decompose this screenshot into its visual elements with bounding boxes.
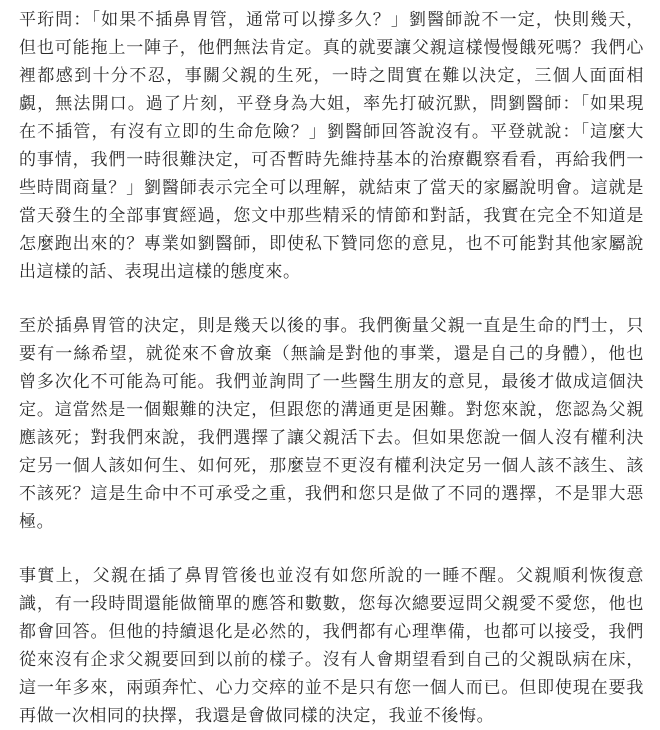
article-paragraph-3: 事實上，父親在插了鼻胃管後也並沒有如您所說的一睡不醒。父親順利恢復意識，有一段時間還能做簡單的應答和數數，您每次總要逗問父親愛不愛您，他也都會回答。但他的持續退化是必然的，我們都有心理準備，也都可以接受，我們從來沒有企求父親要回到以前的樣子。沒有人會期望看到自己的父親臥病在床，這一年多來，兩頭奔忙、心力交瘁的並不是只有您一個人而已。但即使現在要我再做一次相同的抉擇，我還是會做同樣的決定，我並不後悔。 — [19, 566, 644, 726]
article-paragraph-2: 至於插鼻胃管的決定，則是幾天以後的事。我們衡量父親一直是生命的鬥士，只要有一絲希望，就從來不會放棄（無論是對他的事業，還是自己的身體），他也曾多次化不可能為可能。我們並詢問了一些醫生朋友的意見，最後才做成這個決定。這當然是一個艱難的決定，但跟您的溝通更是困難。對您來說，您認為父親應該死；對我們來說，我們選擇了讓父親活下去。但如果您說一個人沒有權利決定另一個人該如何生、如何死，那麼豈不更沒有權利決定另一個人該不該生、該不該死？這是生命中不可承受之重，我們和您只是做了不同的選擇，不是罪大惡極。 — [19, 316, 644, 532]
article-paragraph-1: 平珩問：「如果不插鼻胃管，通常可以撐多久？」劉醫師說不一定，快則幾天，但也可能拖上一陣子，他們無法肯定。真的就要讓父親這樣慢慢餓死嗎？我們心裡都感到十分不忍，事關父親的生死，一時之間實在難以決定，三個人面面相覷，無法開口。過了片刻，平登身為大姐，率先打破沉默，問劉醫師：「如果現在不插管，有沒有立即的生命危險？」劉醫師回答說沒有。平登就說：「這麼大的事情，我們一時很難決定，可否暫時先維持基本的治療觀察看看，再給我們一些時間商量？」劉醫師表示完全可以理解，就結束了當天的家屬說明會。這就是當天發生的全部事實經過，您文中那些精采的情節和對話，我實在完全不知道是怎麼跑出來的？專業如劉醫師，即使私下贊同您的意見，也不可能對其他家屬說出這樣的話、表現出這樣的態度來。 — [19, 10, 644, 282]
